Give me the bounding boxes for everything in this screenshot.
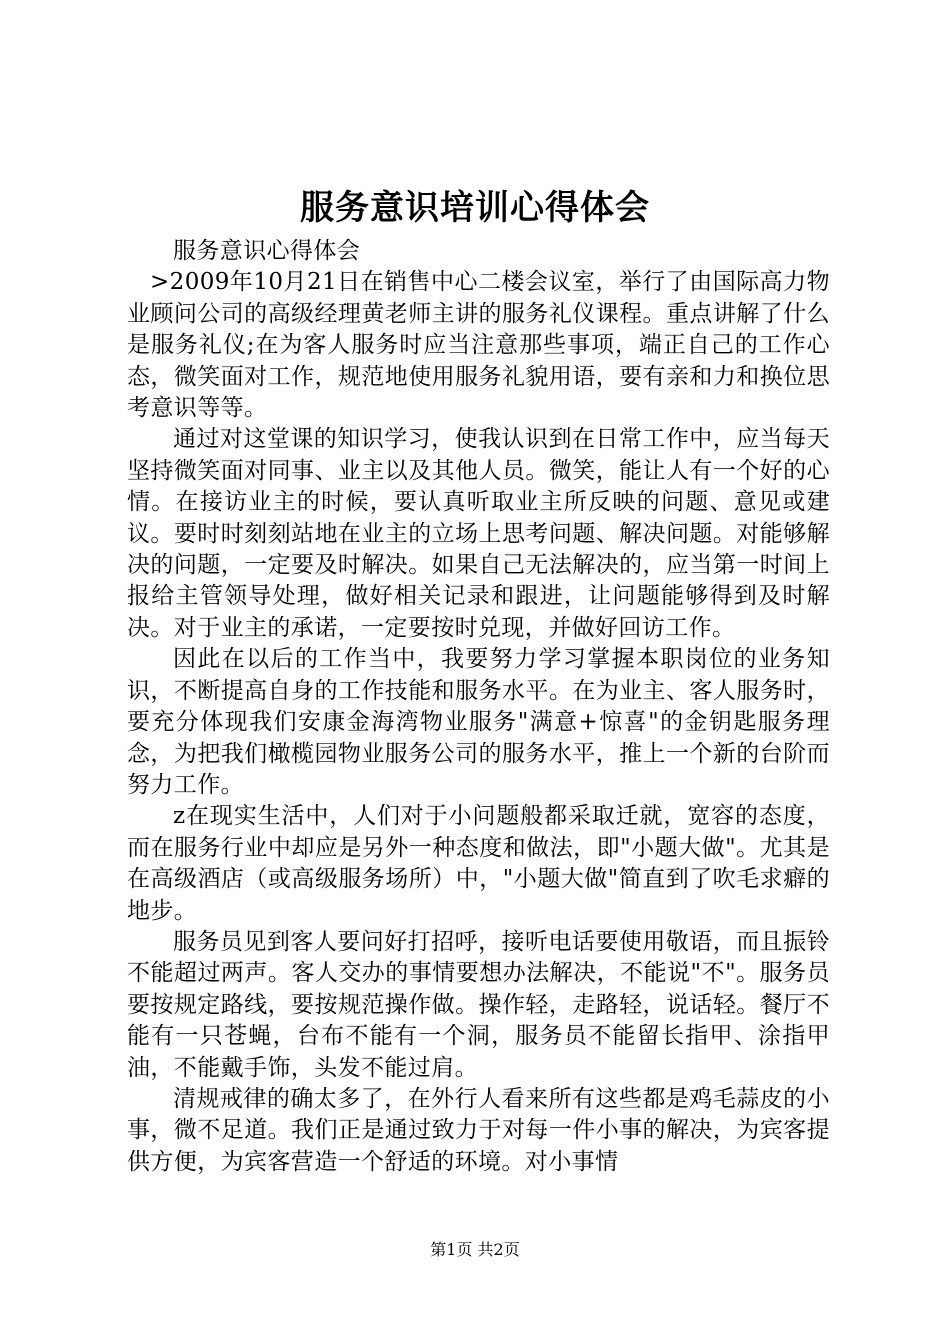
paragraph: 因此在以后的工作当中，我要努力学习掌握本职岗位的业务知识，不断提高自身的工作技能和服务水平。在为业主、客人服务时，要充分体现我们安康金海湾物业服务"满意+惊喜"的金钥匙服务理念，为把我们橄榄园物业服务公司的服务水平，推上一个新的台阶而努力工作。 <box>127 646 830 798</box>
page-footer: 第1页 共2页 <box>430 1240 520 1259</box>
paragraph: z在现实生活中，人们对于小问题般都采取迁就，宽容的态度，而在服务行业中却应是另外一种态度和做法，即"小题大做"。尤其是在高级酒店（或高级服务场所）中，"小题大做"简直到了吹毛求癖的地步。 <box>127 803 830 924</box>
paragraph: 服务员见到客人要问好打招呼，接听电话要使用敬语，而且振铃不能超过两声。客人交办的事情要想办法解决，不能说"不"。服务员要按规定路线，要按规范操作做。操作轻，走路轻，说话轻。餐厅不能有一只苍蝇，台布不能有一个洞，服务员不能留长指甲、涂指甲油，不能戴手饰，头发不能过肩。 <box>127 928 830 1081</box>
document-body <box>127 236 830 1178</box>
paragraph: >2009年10月21日在销售中心二楼会议室，举行了由国际高力物业顾问公司的高级经理黄老师主讲的服务礼仪课程。重点讲解了什么是服务礼仪;在为客人服务时应当注意那些事项，端正自己的工作心态，微笑面对工作，规范地使用服务礼貌用语，要有亲和力和换位思考意识等等。 <box>127 269 830 422</box>
paragraph: 清规戒律的确太多了，在外行人看来所有这些都是鸡毛蒜皮的小事，微不足道。我们正是通过致力于对每一件小事的解决，为宾客提供方便，为宾客营造一个舒适的环境。对小事情 <box>127 1085 830 1175</box>
document-title: 服务意识培训心得体会 <box>300 188 650 228</box>
paragraph-subtitle: 服务意识心得体会 <box>173 238 361 264</box>
paragraph: 通过对这堂课的知识学习，使我认识到在日常工作中，应当每天坚持微笑面对同事、业主以及其他人员。微笑，能让人有一个好的心情。在接访业主的时候，要认真听取业主所反映的问题、意见或建议。要时时刻刻站地在业主的立场上思考问题、解决问题。对能够解决的问题，一定要及时解决。如果自己无法解决的，应当第一时间上报给主管领导处理，做好相关记录和跟进，让问题能够得到及时解决。对于业主的承诺，一定要按时兑现，并做好回访工作。 <box>127 426 830 641</box>
